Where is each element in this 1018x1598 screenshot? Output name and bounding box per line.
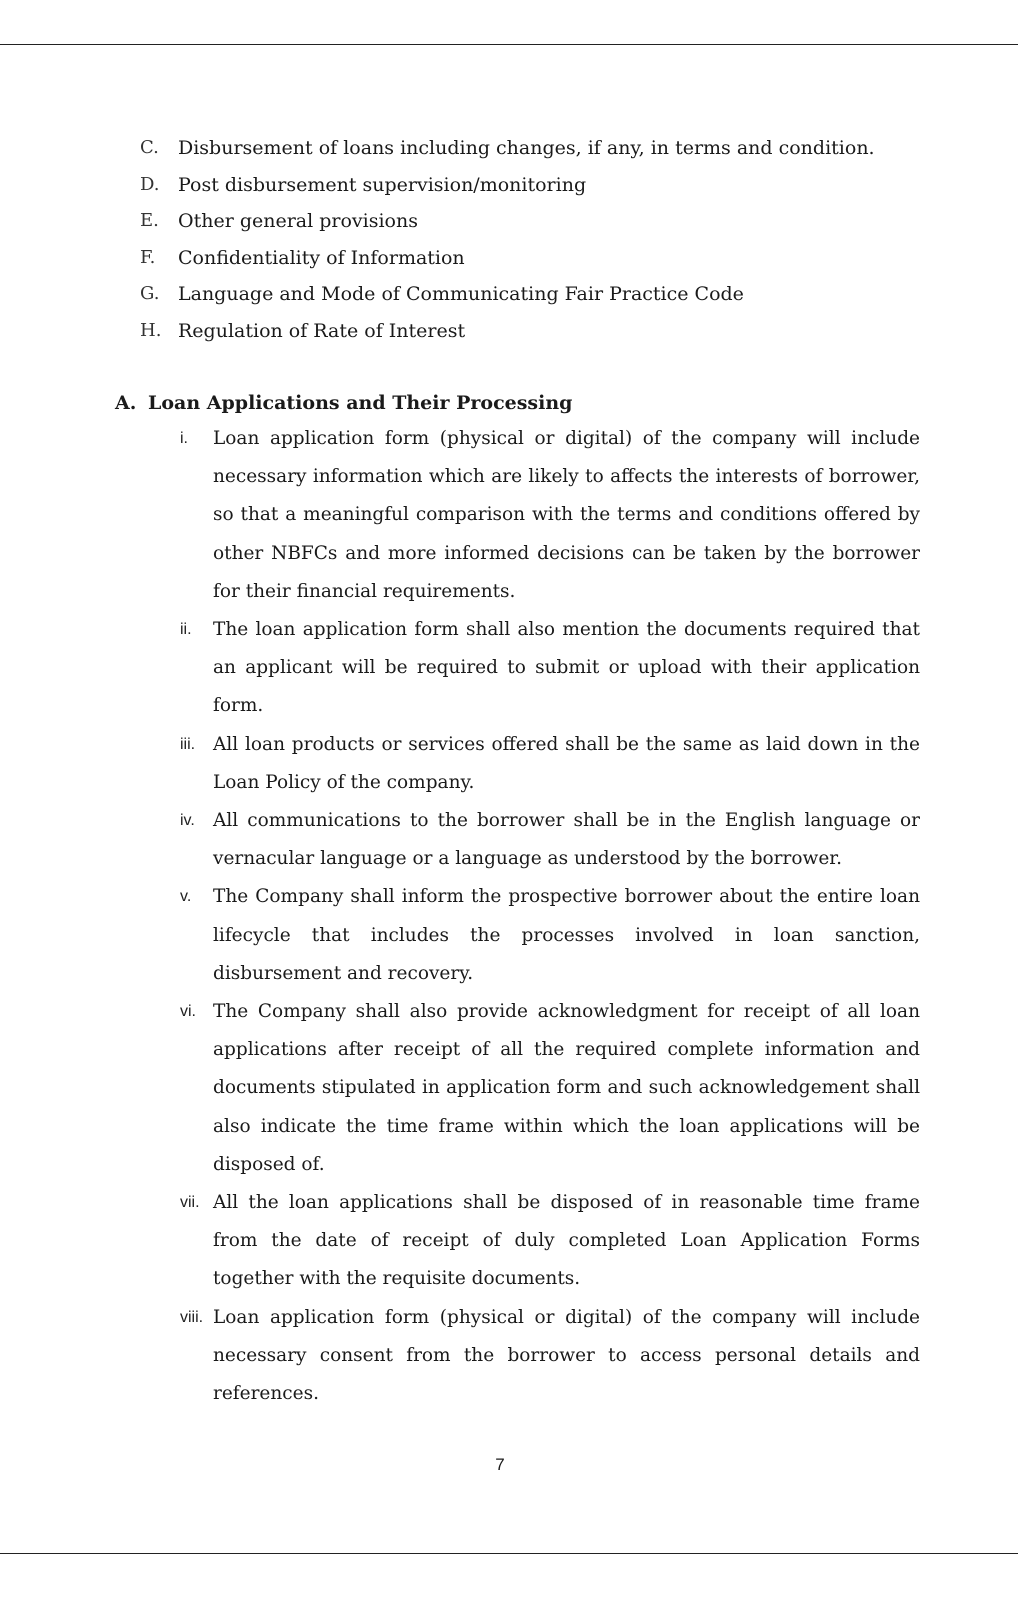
header-rule xyxy=(0,44,1018,45)
contents-item-text: Regulation of Rate of Interest xyxy=(178,319,466,342)
footer-rule xyxy=(0,1553,1018,1554)
list-item-text: The loan application form shall also mention the documents required that an applicant will be required to submit or upload with their application form. xyxy=(213,619,920,717)
list-item-text: The Company shall also provide acknowledgment for receipt of all loan applications after receipt of all the required complete information and documents stipulated in application form and such acknowledgement shall also indicate the time frame within which the loan applications will be disposed of. xyxy=(213,1001,920,1175)
list-item-text: All communications to the borrower shall be in the English language or vernacular language or a language as understood by the borrower. xyxy=(213,810,920,870)
list-item-numeral: vi. xyxy=(180,1003,196,1021)
contents-item-letter: C. xyxy=(140,137,159,158)
list-item-numeral: vii. xyxy=(180,1194,200,1212)
list-item xyxy=(180,802,920,878)
list-item xyxy=(180,420,920,611)
contents-item xyxy=(140,240,900,277)
section-number: A. xyxy=(115,392,137,414)
contents-item-text: Language and Mode of Communicating Fair Practice Code xyxy=(178,283,744,305)
contents-item xyxy=(140,313,900,350)
contents-item-text: Confidentiality of Information xyxy=(178,246,465,269)
contents-item-letter: E. xyxy=(140,210,159,231)
contents-item-letter: H. xyxy=(140,319,162,341)
list-item xyxy=(180,1184,920,1299)
list-item xyxy=(180,611,920,726)
contents-item-text: Disbursement of loans including changes, if any, in terms and condition. xyxy=(178,137,875,159)
contents-item-text: Post disbursement supervision/monitoring xyxy=(178,173,587,196)
page-number: 7 xyxy=(495,1455,505,1474)
list-item xyxy=(180,726,920,802)
section-title: Loan Applications and Their Processing xyxy=(148,392,573,414)
list-item-numeral: iii. xyxy=(180,735,196,753)
list-item-text: Loan application form (physical or digital) of the company will include necessary information which are likely to affects the interests of borrower, so that a meaningful comparison with the terms and conditions offered by other NBFCs and more informed decisions can be taken by the borrower for their financial requirements. xyxy=(213,428,920,602)
contents-item-letter: G. xyxy=(140,283,160,304)
contents-item-letter: F. xyxy=(140,246,156,268)
list-item-text: All the loan applications shall be disposed of in reasonable time frame from the date of receipt of duly completed Loan Application Forms together with the requisite documents. xyxy=(213,1192,920,1290)
section-items-list xyxy=(180,420,920,1413)
list-item-numeral: v. xyxy=(180,888,192,906)
list-item-text: Loan application form (physical or digital) of the company will include necessary consent from the borrower to access personal details and references. xyxy=(213,1306,920,1405)
list-item-text: The Company shall inform the prospective borrower about the entire loan lifecycle that includes the processes involved in loan sanction, disbursement and recovery. xyxy=(213,886,920,984)
list-item-text: All loan products or services offered shall be the same as laid down in the Loan Policy of the company. xyxy=(213,733,920,793)
list-item-numeral: viii. xyxy=(180,1308,204,1326)
contents-item xyxy=(140,276,900,313)
contents-item xyxy=(140,130,900,167)
list-item xyxy=(180,1299,920,1414)
list-item-numeral: iv. xyxy=(180,812,195,830)
list-item-numeral: ii. xyxy=(180,621,192,639)
list-item xyxy=(180,878,920,993)
contents-item xyxy=(140,203,900,240)
section-heading xyxy=(115,388,572,418)
list-item xyxy=(180,993,920,1184)
contents-item-text: Other general provisions xyxy=(178,210,418,232)
list-item-numeral: i. xyxy=(180,430,188,447)
contents-list xyxy=(140,130,900,349)
contents-item-letter: D. xyxy=(140,173,160,195)
contents-item xyxy=(140,167,900,204)
